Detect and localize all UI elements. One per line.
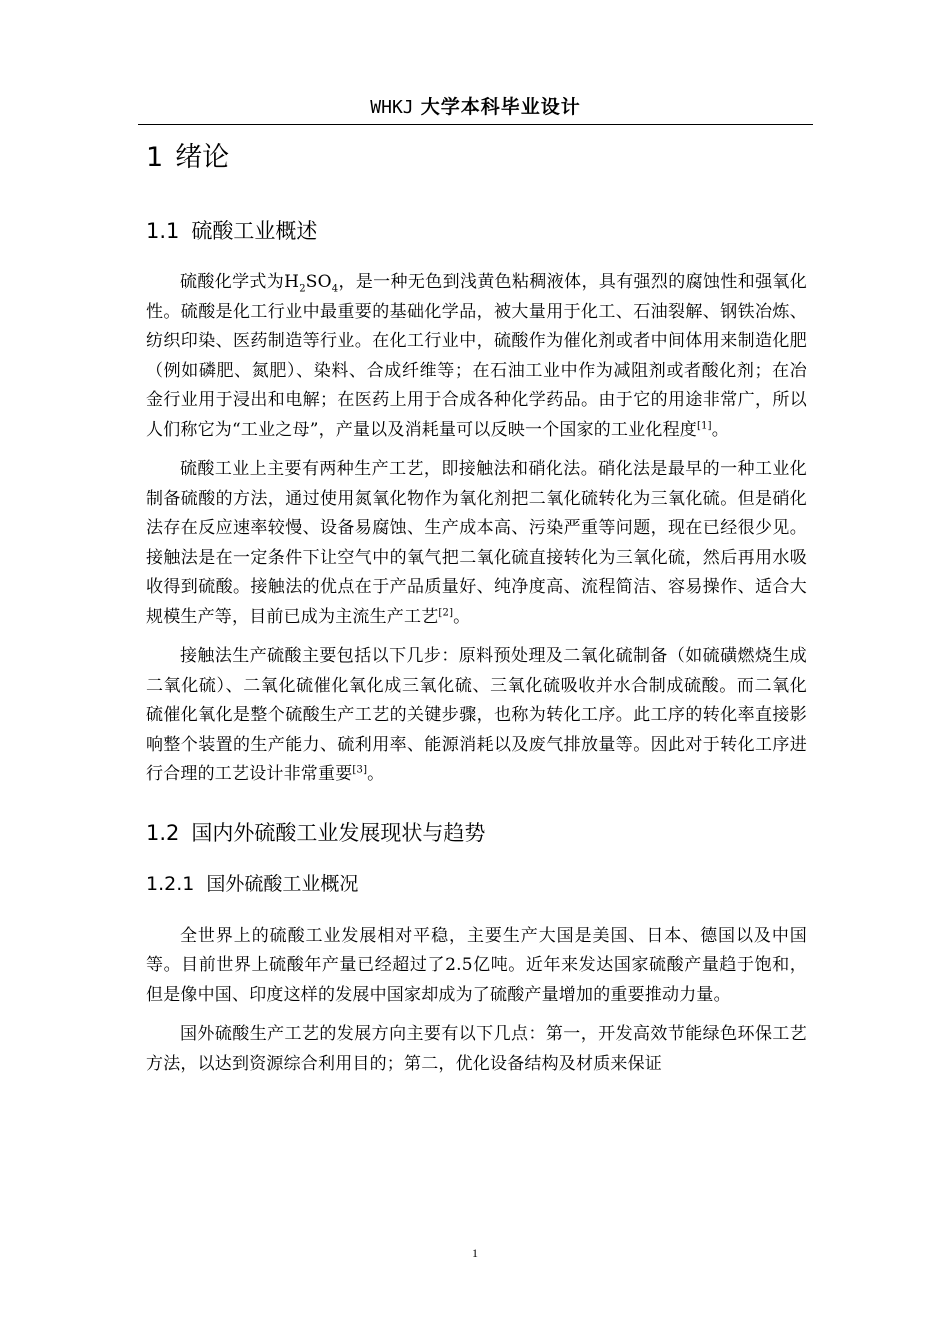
paragraph-development-directions: 国外硫酸生产工艺的发展方向主要有以下几点：第一，开发高效节能绿色环保工艺方法，以达到资源综合利用目的；第二，优化设备结构及材质来保证: [146, 1024, 807, 1074]
page-number: 1: [472, 1246, 478, 1260]
paragraph-world-industry: 全世界上的硫酸工业发展相对平稳，主要生产大国是美国、日本、德国以及中国等。目前世界上硫酸年产量已经超过了2.5亿吨。近年来发达国家硫酸产量趋于饱和，但是像中国、印度这样的发展中国家却成为了硫酸产量增加的重要推动力量。: [146, 925, 807, 1005]
text-run: 硫酸化学式为H: [180, 272, 300, 292]
subsection-title: 国外硫酸工业概况: [206, 872, 359, 895]
paragraph-contact-process-steps: [146, 642, 807, 790]
running-header: [138, 94, 813, 121]
subsection-number: 1.2.1: [146, 872, 195, 895]
chapter-title: 绪论: [175, 142, 230, 173]
chapter-heading: [146, 138, 807, 178]
page-body: [146, 138, 807, 1089]
citation-ref: [2]: [438, 606, 454, 618]
subsection-heading-1-2-1: [146, 870, 807, 898]
section-heading-1-2: [146, 818, 807, 848]
paragraph-sulfuric-acid-overview: [146, 268, 807, 445]
section-heading-1-1: [146, 216, 807, 246]
chapter-number: 1: [146, 142, 164, 173]
header-title: 大学本科毕业设计: [420, 96, 581, 118]
subscript: 4: [331, 283, 339, 295]
text-run: SO: [305, 272, 332, 292]
text-run: 硫酸工业上主要有两种生产工艺，即接触法和硝化法。硝化法是最早的一种工业化制备硫酸的方法，通过使用氮氧化物作为氧化剂把二氧化硫转化为三氧化硫。但是硝化法存在反应速率较慢、设备易腐蚀、生产成本高、污染严重等问题，现在已经很少见。接触法是在一定条件下让空气中的氧气把二氧化硫直接转化为三氧化硫，然后再用水吸收得到硫酸。接触法的优点在于产品质量好、纯净度高、流程简洁、容易操作、适合大规模生产等，目前已成为主流生产工艺: [146, 459, 807, 627]
section-number: 1.2: [146, 820, 180, 845]
section-title: 国内外硫酸工业发展现状与趋势: [191, 820, 486, 845]
header-rule: [138, 124, 813, 125]
section-number: 1.1: [146, 219, 180, 243]
section-title: 硫酸工业概述: [191, 219, 318, 243]
paragraph-production-processes: [146, 455, 807, 632]
text-run: 。: [453, 606, 471, 627]
subscript: 2: [299, 283, 306, 295]
text-run: 接触法生产硫酸主要包括以下几步：原料预处理及二氧化硫制备（如硫磺燃烧生成二氧化硫）、二氧化硫催化氧化成三氧化硫、三氧化硫吸收并水合制成硫酸。而二氧化硫催化氧化是整个硫酸生产工艺的关键步骤，也称为转化工序。此工序的转化率直接影响整个装置的生产能力、硫利用率、能源消耗以及废气排放量等。因此对于转化工序进行合理的工艺设计非常重要: [146, 646, 807, 784]
text-run: 。: [367, 764, 385, 784]
text-run: ，是一种无色到浅黄色粘稠液体，具有强烈的腐蚀性和强氧化性。硫酸是化工行业中最重要的基础化学品，被大量用于化工、石油裂解、钢铁冶炼、纺织印染、医药制造等行业。在化工行业中，硫酸作为催化剂或者中间体用来制造化肥（例如磷肥、氮肥）、染料、合成纤维等；在石油工业中作为减阻剂或者酸化剂；在冶金行业用于浸出和电解；在医药上用于合成各种化学药品。由于它的用途非常广，所以人们称它为“工业之母”，产量以及消耗量可以反映一个国家的工业化程度: [146, 272, 807, 440]
text-run: 。: [711, 419, 729, 440]
citation-ref: [3]: [352, 764, 368, 776]
citation-ref: [1]: [696, 419, 712, 431]
header-latin-text: WHKJ: [370, 97, 414, 118]
